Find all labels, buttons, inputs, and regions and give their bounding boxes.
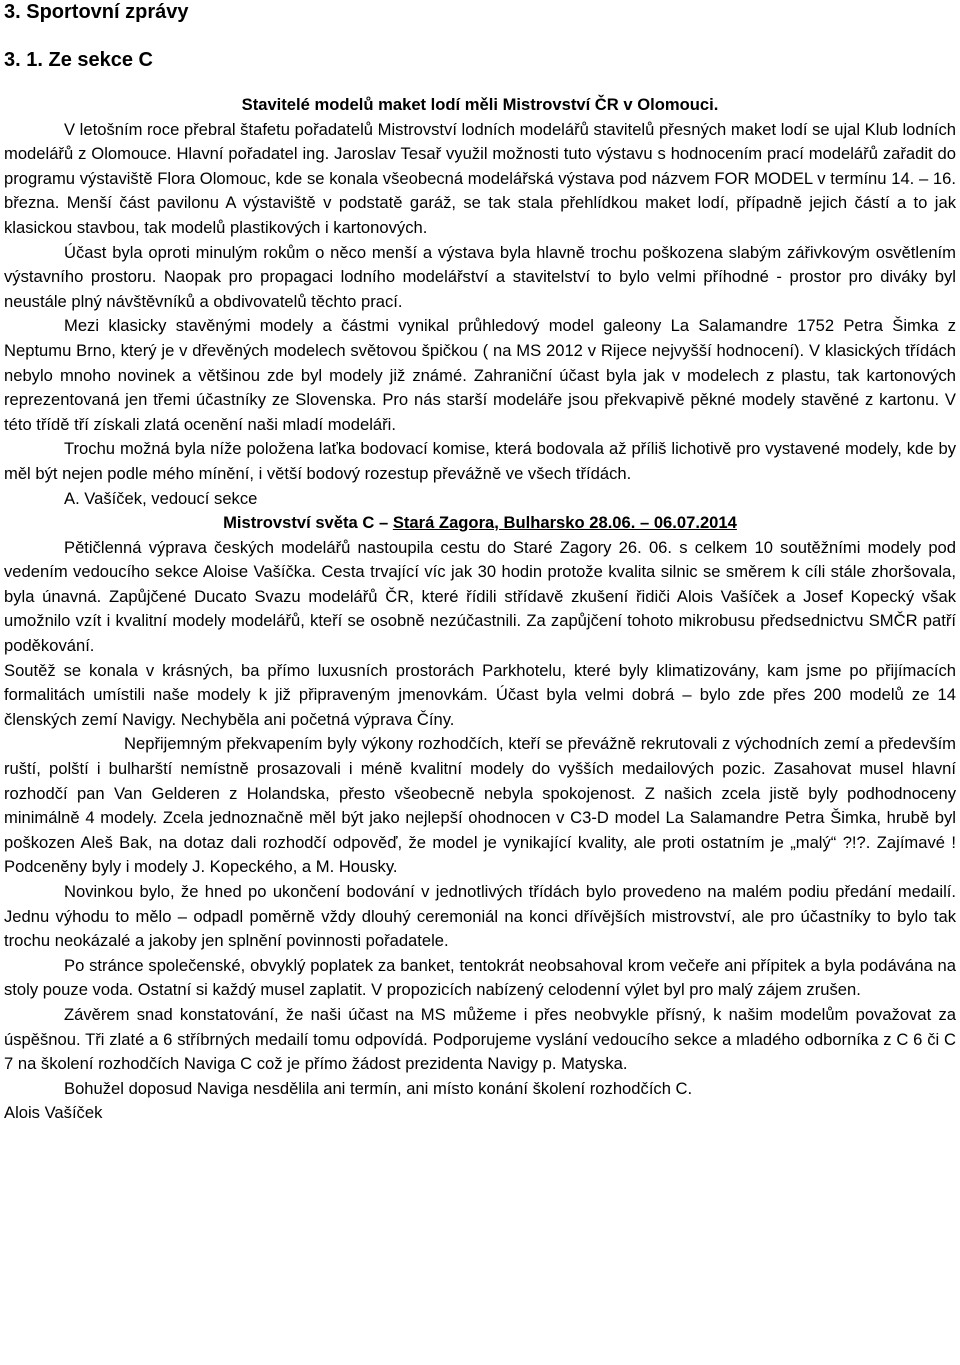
subsection-heading: 3. 1. Ze sekce C — [4, 49, 153, 71]
document-page — [4, 0, 956, 1126]
article1-paragraph-4: Trochu možná byla níže položena laťka bodovací komise, která bodovala až příliš lichotivě pro vystavené modely, kde by měl být nejen podle mého mínění, i větší bodový rozestup převážně ve všech třídách. — [4, 439, 956, 483]
article2-paragraph-6: Závěrem snad konstatování, že naši účast na MS můžeme i přes neobvykle přísný, k našim modelům považovat za úspěšnou. Tři zlaté a 6 stříbrných medailí tomu odpovídá. Podporujeme vyslání vedoucího sekce a mladého odborníka z C 6 či C 7 na školení rozhodčích Naviga C což je přímo žádost prezidenta Navigy p. Matyska. — [4, 1004, 956, 1074]
article-body — [4, 93, 956, 1126]
article2-paragraph-3: Nepřijemným překvapením byly výkony rozhodčích, kteří se převážně rekrutovali z východních zemí a především ruští, polští i bulharští nemístně prosazovali i méně kvalitní modely do vyšších medailových pozic. Zasahovat musel hlavní rozhodčí pan Van Gelderen z Holandska, přesto všeobecně nebyla spokojenost. Z našich zcela jistě byly podhodnoceny minimálně 4 modely. Zcela jednoznačně měl být jako nejlepší ohodnocen v C3-D model La Salamandre Petra Šimka, hrubě byl poškozen Aleš Bak, na dotaz dali rozhodčí odpověď, že model je vynikající kvality, ale proti ostatním je „malý“ ?!?. Zajímavé ! Podceněny byly i modely J. Kopeckého, a M. Housky. — [4, 734, 956, 877]
article2-paragraph-1: Pětičlenná výprava českých modelářů nastoupila cestu do Staré Zagory 26. 06. s celkem 10 soutěžními modely pod vedením vedoucího sekce Aloise Vašíčka. Cesta trvající víc jak 30 hodin protože kvalita silnic se směrem k cíli stále zhoršovala, byla únavná. Zapůjčené Ducato Svazu modelářů ČR, které řídili střídavě zkušení řidiči Alois Vašíček a Josef Kopecký však umožnilo vzít i kvalitní modely modelářů, kteří se osobně nezúčastnili. Za zapůjčení tohoto mikrobusu předsednictvu SMČR patří poděkování. — [4, 537, 956, 656]
article2-paragraph-7: Bohužel doposud Naviga nesdělila ani termín, ani místo konání školení rozhodčích C. — [64, 1078, 693, 1098]
article2-title-underlined: Stará Zagora, Bulharsko 28.06. – 06.07.2014 — [392, 513, 737, 533]
article1-paragraph-3: Mezi klasicky stavěnými modely a částmi vynikal průhledový model galeony La Salamandre 1752 Petra Šimka z Neptumu Brno, který je v dřevěných modelech světovou špičkou ( na MS 2012 v Rijece nejvyšší hodnocení). V klasických třídách nebylo mnoho novinek a většinou zde byl modely již známé. Zahraniční účast byla jak v modelech z plastu, tak kartonových reprezentovaná jen třemi účastníky ze Slovenska. Pro nás starší modeláře jsou překvapivě pěkné modely stavěné z kartonu. V této třídě tří získali zlatá ocenění naši mladí modeláři. — [4, 316, 956, 434]
section-heading: 3. Sportovní zprávy — [4, 1, 189, 23]
article2-title — [4, 511, 956, 536]
article2-paragraph-5: Po stránce společenské, obvyklý poplatek za banket, tentokrát neobsahoval krom večeře ani přípitek a byla podávána na stoly pouze voda. Ostatní si každý musel zaplatit. V propozicích nabízený celodenní výlet byl pro malý zájem zrušen. — [4, 955, 956, 1000]
article1-signature: A. Vašíček, vedoucí sekce — [64, 488, 258, 508]
article2-paragraph-4: Novinkou bylo, že hned po ukončení bodování v jednotlivých třídách bylo provedeno na malém podiu předání medailí. Jednu výhodu to mělo – odpadl poměrně vždy dlouhý ceremoniál na konci dřívějších mistrovství, ale pro účastníky to bylo tak trochu neokázalé a jakoby jen splnění povinnosti pořadatele. — [4, 882, 956, 951]
article2-paragraph-2: Soutěž se konala v krásných, ba přímo luxusních prostorách Parkhotelu, které byly klimatizovány, kam jsme po přijímacích formalitách umístili naše modely k již připraveným jmenovkám. Účast byla velmi dobrá – bylo zde přes 200 modelů ze 14 členských zemí Navigy. Nechyběla ani početná výprava Číny. — [4, 660, 956, 729]
article1-paragraph-1: V letošním roce přebral štafetu pořadatelů Mistrovství lodních modelářů stavitelů přesných maket lodí se ujal Klub lodních modelářů z Olomouce. Hlavní pořadatel ing. Jaroslav Tesař využil možnosti tuto výstavu s hodnocením prací modelářů zařadit do programu výstaviště Flora Olomouc, kde se konala všeobecná modelářská výstava pod názvem FOR MODEL v termínu 14. – 16. března. Menší část pavilonu A výstaviště v podstatě garáž, se tak stala přehlídkou maket lodí, případně jejich částí a to jak klasickou stavbou, tak modelů plastikových i kartonových. — [4, 119, 956, 237]
article1-title: Stavitelé modelů maket lodí měli Mistrovství ČR v Olomouci. — [241, 95, 719, 114]
article2-signature: Alois Vašíček — [4, 1103, 103, 1123]
article1-paragraph-2: Účast byla oproti minulým rokům o něco menší a výstava byla hlavně trochu poškozena slabým zářivkovým osvětlením výstavního prostoru. Naopak pro propagaci lodního modelářství a stavitelství to bylo velmi příhodné - prostor pro diváky byl neustále plný návštěvníků a obdivovatelů těchto prací. — [4, 242, 956, 311]
article2-title-prefix: Mistrovství světa C – — [223, 513, 393, 533]
